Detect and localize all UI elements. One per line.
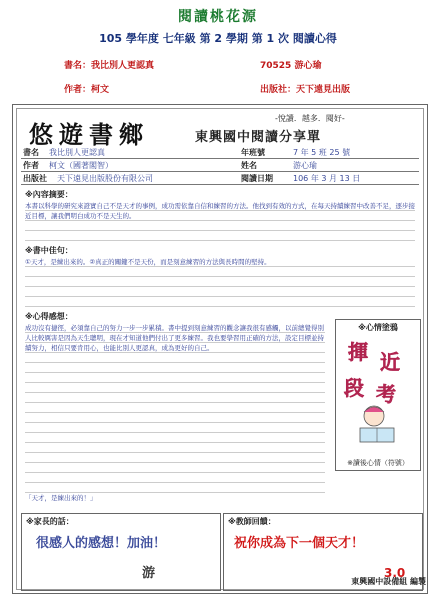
book-label: 書名：: [64, 61, 92, 71]
publisher-name: 天下遠見出版: [296, 85, 351, 95]
doodle-word-3: 段: [344, 376, 364, 400]
semester-line: 105 學年度 七年級 第 2 學期 第 1 次 閱讀心得: [99, 32, 337, 45]
feelings-text: 成功沒有捷徑，必須靠自己的努力一步一步累積。書中提到刻意練習的觀念讓我很有感觸，以前總覺得別人比較厲害是因為天生聰明，現在才知道他們付出了更多練習。我也要學習用正確的方法，設定目標並持續努力，相信只要肯用心，也能比別人更認真，成為更好的自己。: [25, 323, 325, 493]
author-name: 柯文: [91, 85, 110, 95]
book-name-line: [64, 58, 154, 71]
parent-comment-label: ※家長的話：: [26, 517, 74, 526]
publisher-line: [260, 82, 350, 95]
sheet-title: 東興國中閱讀分享單: [195, 130, 322, 145]
row-author-name: [21, 159, 419, 172]
row-publisher-date: [21, 172, 419, 185]
publisher-label: 出版社：: [260, 85, 297, 95]
doodle-title: ※心情塗鴉: [358, 323, 398, 332]
footer-credit: 東興國中設備組 編製: [351, 577, 426, 586]
quotes-text: ①天才，是練出來的。②真正的關鍵不是天份，而是刻意練習的方法與長時間的堅持。: [25, 257, 415, 307]
class-field-label: 年班號: [241, 148, 265, 157]
book-field-value: 我比別人更認真: [49, 148, 105, 157]
doodle-word-1: 揮: [348, 340, 368, 364]
reading-sheet: [12, 104, 428, 594]
class-field-value: 7 年 5 班 25 號: [293, 148, 351, 157]
student-drawing-icon: [350, 404, 406, 446]
parent-comment-text: 很感人的感想！加油！: [36, 536, 167, 551]
publisher-field-label: 出版社: [23, 174, 47, 183]
site-title: 閱讀桃花源: [178, 9, 258, 25]
row-book-class: [21, 146, 419, 159]
author-label: 作者：: [64, 85, 92, 95]
name-field-label: 姓名: [241, 161, 257, 170]
book-name: 我比別人更認真: [91, 61, 155, 71]
summary-text: 本書以科學的研究來證實自己不是天才的事例，成功需依靠自信和練習的方法。他找到有效的方式，在每天持續練習中改善不足，逐步接近目標，讓我們明白成功不是天生的。: [25, 201, 415, 241]
teacher-comment-text: 祝你成為下一個天才！: [234, 536, 365, 551]
date-field-value: 106 年 3 月 13 日: [293, 174, 361, 183]
doodle-word-2: 近: [380, 350, 400, 374]
summary-heading: ※內容摘要：: [25, 190, 73, 199]
doodle-footer: ※讀後心情（符號）: [347, 459, 409, 467]
sheet-border: [16, 108, 424, 590]
name-field-value: 游心瑜: [293, 161, 317, 170]
author-field-value: 柯文（國著閣智）: [49, 161, 113, 170]
sheet-tagline: -悅讀．越多．閱好-: [275, 114, 345, 123]
parent-signature: 游: [142, 566, 156, 581]
quotes-heading: ※書中佳句：: [25, 246, 73, 255]
teacher-score: 3.0: [384, 566, 406, 580]
feelings-heading: ※心得感想：: [25, 312, 73, 321]
teacher-comment-label: ※教師回饋：: [228, 517, 276, 526]
author-line: [64, 82, 109, 95]
author-field-label: 作者: [23, 161, 39, 170]
student-line: 70525 游心瑜: [260, 61, 322, 71]
book-field-label: 書名: [23, 148, 39, 157]
publisher-field-value: 天下遠見出版股份有限公司: [57, 174, 153, 183]
doodle-word-4: 考: [376, 382, 396, 406]
doodle-box: [335, 319, 421, 471]
date-field-label: 閱讀日期: [241, 174, 273, 183]
parent-comment-box: [21, 513, 221, 591]
sheet-logo: 悠遊書鄉: [29, 120, 149, 149]
feelings-ending: 「天才，是練出來的！」: [25, 494, 97, 502]
